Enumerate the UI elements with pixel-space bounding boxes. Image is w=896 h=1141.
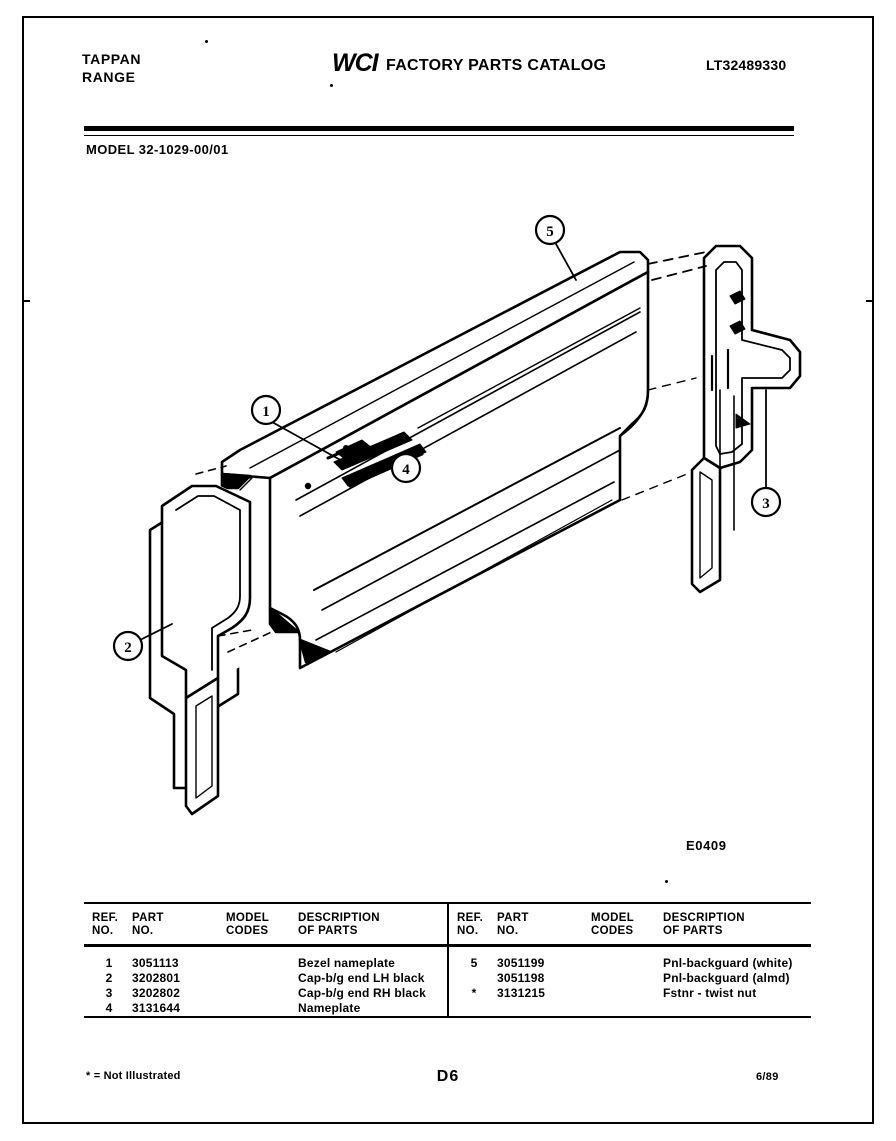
table-row [84,1001,447,1017]
cell-description: Pnl-backguard (white) [663,956,793,970]
table-row [449,956,812,972]
callout-label-3: 3 [762,496,770,512]
header-rule-thick [84,126,794,131]
column-header-model-codes: MODEL CODES [591,912,635,937]
cell-description: Fstnr - twist nut [663,986,757,1000]
parts-table-right [449,902,812,1018]
cell-description: Bezel nameplate [298,956,396,970]
drawing-code: E0409 [686,838,727,853]
column-header-model-codes: MODEL CODES [226,912,270,937]
table-row [84,986,447,1002]
cell-description: Pnl-backguard (almd) [663,971,790,985]
table-row [449,986,812,1002]
date-code: 6/89 [756,1071,779,1083]
table-row [84,956,447,972]
column-header-part-no: PART NO. [132,912,164,937]
cell-part-no: 3131215 [497,986,546,1000]
catalog-title: FACTORY PARTS CATALOG [386,57,607,74]
cell-description: Nameplate [298,1001,361,1015]
column-header-ref-no: REF. NO. [457,912,484,937]
frame-tick-left [22,300,30,302]
cell-description: Cap-b/g end LH black [298,971,425,985]
catalog-number: LT32489330 [706,57,787,73]
parts-table [84,902,811,1022]
page-number: D6 [436,1068,460,1085]
brand-line-1: TAPPAN [82,51,142,67]
cell-ref-no: 4 [105,1001,113,1015]
cell-part-no: 3202801 [132,971,181,985]
footnote-not-illustrated: * = Not Illustrated [86,1070,181,1082]
cell-part-no: 3202802 [132,986,181,1000]
cell-ref-no: 2 [105,971,113,985]
brand-name [82,50,141,86]
callout-label-2: 2 [124,640,132,656]
scan-speck [205,40,208,43]
callout-label-1: 1 [262,404,270,420]
cell-part-no: 3051199 [497,956,545,970]
brand-line-2: RANGE [82,69,136,85]
column-header-description: DESCRIPTION OF PARTS [298,912,380,937]
table-row [84,971,447,987]
cell-part-no: 3051113 [132,956,179,970]
callout-label-4: 4 [402,462,410,478]
cell-ref-no: * [471,986,477,1000]
model-label: MODEL 32-1029-00/01 [86,142,229,157]
cell-ref-no: 5 [470,956,478,970]
cell-ref-no: 1 [105,956,113,970]
frame-tick-right [866,300,874,302]
cell-description: Cap-b/g end RH black [298,986,427,1000]
cell-ref-no: 3 [105,986,113,1000]
parts-table-left [84,902,447,1018]
cell-part-no: 3051198 [497,971,545,985]
exploded-parts-illustration [100,200,820,820]
callout-label-5: 5 [546,224,554,240]
column-header-part-no: PART NO. [497,912,529,937]
wci-logo: WCI [332,49,378,77]
scan-speck [330,84,333,87]
scan-speck [665,880,668,883]
column-header-description: DESCRIPTION OF PARTS [663,912,745,937]
table-row [449,971,812,987]
header-rule-thin [84,135,794,136]
cell-part-no: 3131644 [132,1001,181,1015]
column-header-ref-no: REF. NO. [92,912,119,937]
